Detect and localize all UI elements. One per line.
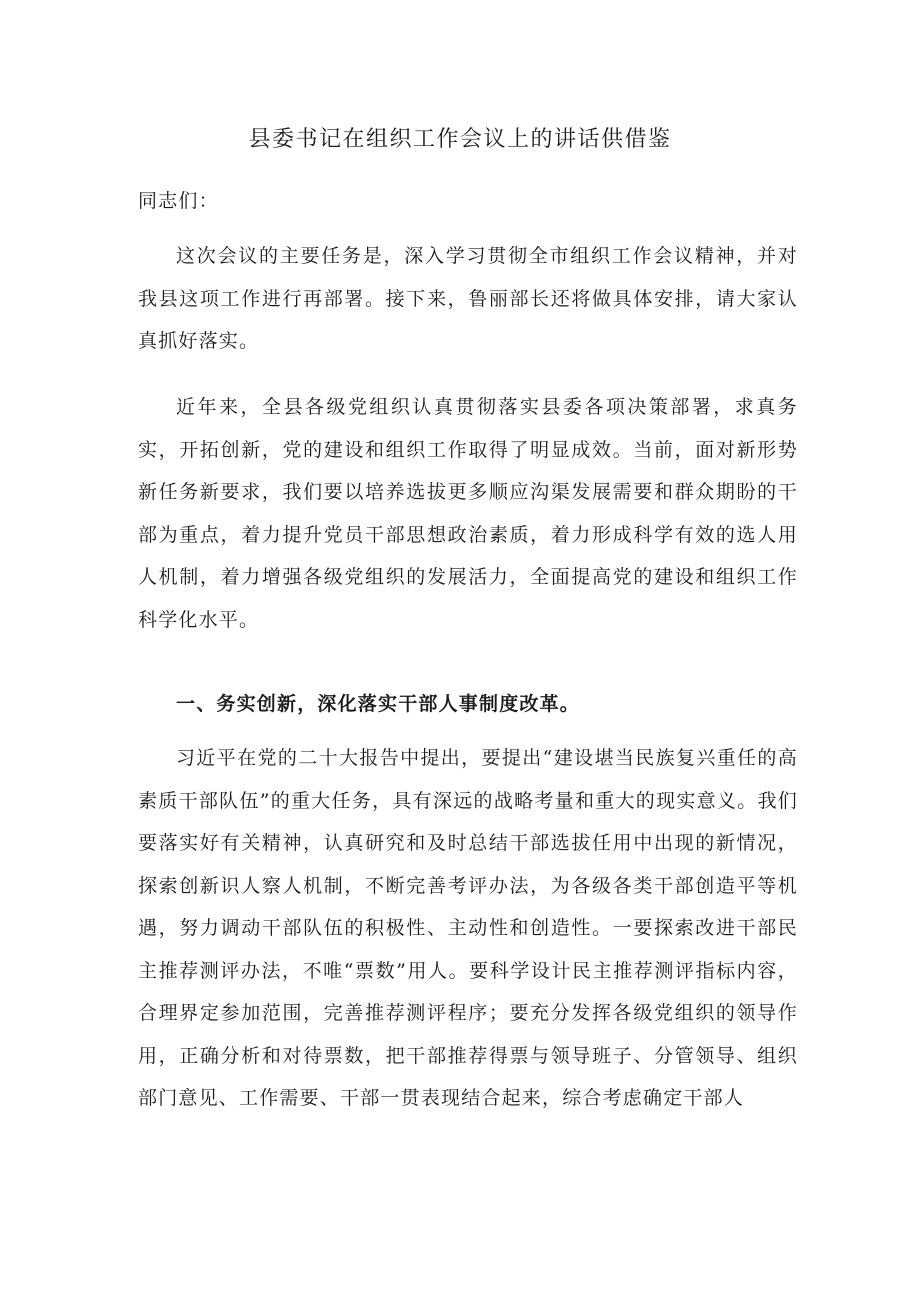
salutation: 同志们： — [138, 190, 219, 212]
document-title: 县委书记在组织工作会议上的讲话供借鉴 — [248, 127, 672, 152]
section-heading-1: 一、务实创新，深化落实干部人事制度改革。 — [176, 693, 581, 715]
paragraph-recent-achievements: 近年来，全县各级党组织认真贯彻落实县委各项决策部署，求真务实，开拓创新，党的建设和组织工作取得了明显成效。当前，面对新形势新任务新要求，我们要以培养选拔更多顺应沟渠发展需要和群众期盼的干部为重点，着力提升党员干部思想政治素质，着力形成科学有效的选人用人机制，着力增强各级党组织的发展活力，全面提高党的建设和组织工作科学化水平。 — [138, 396, 798, 631]
paragraph-meeting-task: 这次会议的主要任务是，深入学习贯彻全市组织工作会议精神，并对我县这项工作进行再部署。接下来，鲁丽部长还将做具体安排，请大家认真抓好落实。 — [138, 245, 798, 352]
paragraph-cadre-reform: 习近平在党的二十大报告中提出，要提出“建设堪当民族复兴重任的高素质干部队伍”的重大任务，具有深远的战略考量和重大的现实意义。我们要落实好有关精神，认真研究和及时总结干部选拔任用中出现的新情况，探索创新识人察人机制，不断完善考评办法，为各级各类干部创造平等机遇，努力调动干部队伍的积极性、主动性和创造性。一要探索改进干部民主推荐测评办法，不唯“票数”用人。要科学设计民主推荐测评指标内容，合理界定参加范围，完善推荐测评程序；要充分发挥各级党组织的领导作用，正确分析和对待票数，把干部推荐得票与领导班子、分管领导、组织部门意见、工作需要、干部一贯表现结合起来，综合考虑确定干部人 — [138, 747, 798, 1109]
